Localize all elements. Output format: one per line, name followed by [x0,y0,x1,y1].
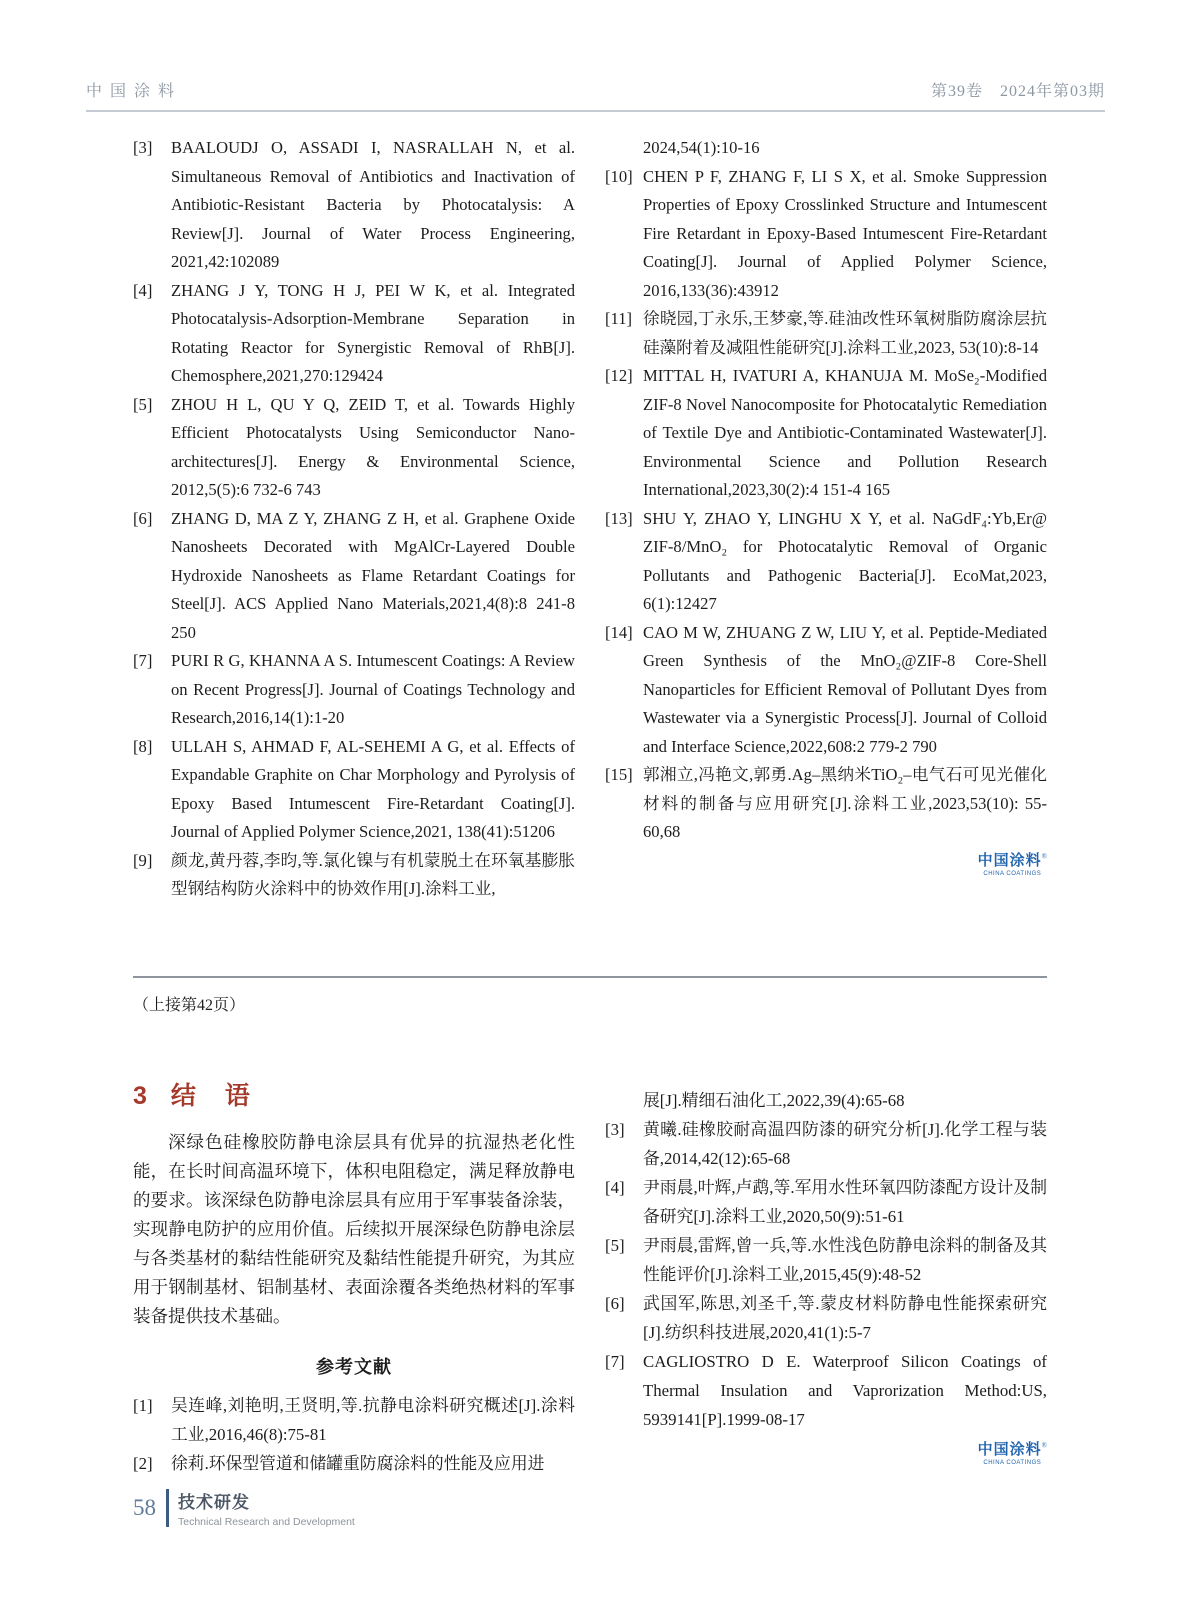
reference-text: 颜龙,黄丹蓉,李昀,等.氯化镍与有机蒙脱土在环氧基膨胀型钢结构防火涂料中的协效作用[J].涂料工业, [171,850,575,898]
reference-number [605,134,643,163]
reference-number: [7] [133,651,153,670]
reference-item [133,277,575,391]
reference-item [605,134,1047,163]
section-number: 3 [133,1082,149,1110]
reference-item [133,1391,575,1449]
logo-subtext: CHINA COATINGS [983,870,1042,877]
reference-item [605,305,1047,362]
references-right-column [605,134,1047,904]
footer-section-label [178,1488,355,1528]
logo-registered-mark-icon: ® [1041,1441,1047,1450]
reference-text: ZHOU H L, QU Y Q, ZEID T, et al. Towards Highly Efficient Photocatalysts Using Semiconductor Nano-architectures[J]. Energy & Environmental Science, 2012,5(5):6 732-6 743 [171,394,575,499]
reference-number: [3] [133,138,153,157]
reference-item [133,391,575,505]
reference-text: 2024,54(1):10-16 [643,138,760,157]
china-coatings-logo-wrap [605,1442,1047,1466]
reference-number [605,1086,643,1115]
reference-text: PURI R G, KHANNA A S. Intumescent Coatings: A Review on Recent Progress[J]. Journal of Coatings Technology and Research,2016,14(1):1-20 [171,651,575,727]
journal-name: 中 国 涂 料 [86,83,177,100]
reference-number: [7] [605,1352,625,1371]
reference-number: [10] [605,166,633,186]
reference-text: CHEN P F, ZHANG F, LI S X, et al. Smoke Suppression Properties of Epoxy Crosslinked Structure and Intumescent Fire Retardant in Epoxy-Based Intumescent Fire-Retardant Coating[J]. Journal of Applied Polymer Science, 2016,133(36):43912 [643,166,1047,300]
reference-text: 展[J].精细石油化工,2022,39(4):65-68 [643,1091,905,1110]
conclusion-paragraph: 深绿色硅橡胶防静电涂层具有优异的抗湿热老化性能，在长时间高温环境下，体积电阻稳定，满足释放静电的要求。该深绿色防静电涂层具有应用于军事装备涂装，实现静电防护的应用价值。后续拟开展深绿色防静电涂层与各类基材的黏结性能研究及黏结性能提升研究，为其应用于钢制基材、铝制基材、表面涂覆各类绝热材料的军事装备提供技术基础。 [133,1132,575,1326]
conclusion-heading [133,1076,575,1112]
china-coatings-logo [978,1442,1047,1466]
references-bottom-left-list [133,1391,575,1478]
reference-number: [12] [605,366,633,385]
reference-number: [13] [605,508,633,528]
reference-item [133,134,575,277]
reference-item [605,761,1047,847]
reference-number: [2] [133,1454,153,1473]
reference-text: 吴连峰,刘艳明,王贤明,等.抗静电涂料研究概述[J].涂料工业,2016,46(8):75-81 [171,1396,575,1444]
reference-item [605,362,1047,505]
reference-item [605,505,1047,619]
reference-item [133,1449,575,1478]
reference-item [605,1173,1047,1231]
reference-text: 尹雨晨,雷辉,曾一兵,等.水性浅色防静电涂料的制备及其性能评价[J].涂料工业,2015,45(9):48-52 [643,1236,1047,1284]
reference-text: 徐莉.环保型管道和储罐重防腐涂料的性能及应用进 [171,1454,545,1473]
reference-text: 郭湘立,冯艳文,郭勇.Ag–黑纳米TiO₂–电气石可见光催化材料的制备与应用研究[J].涂料工业,2023,53(10): 55-60,68 [643,765,1047,841]
page-header [86,78,1105,112]
reference-item [605,1347,1047,1434]
references-heading: 参考文献 [316,1357,392,1377]
logo-text: 中国涂料 [977,1441,1042,1458]
continuation-note: （上接第42页） [133,997,246,1014]
reference-number: [8] [133,736,153,756]
reference-number: [9] [133,850,153,870]
logo-text: 中国涂料 [977,851,1042,869]
reference-item [133,847,575,904]
conclusion-right-column [605,1062,1047,1478]
logo-registered-mark-icon: ® [1041,852,1047,861]
reference-item [133,733,575,847]
reference-text: ULLAH S, AHMAD F, AL-SEHEMI A G, et al. Effects of Expandable Graphite on Char Morphology and Pyrolysis of Epoxy Based Intumescent Fire-Retardant Coating[J]. Journal of Applied Polymer Science,2021, 138(41):51206 [171,736,575,841]
reference-number: [4] [133,280,153,300]
reference-item [133,505,575,648]
issue-info: 第39卷 2024年第03期 [930,83,1105,100]
reference-number: [4] [605,1178,625,1197]
section-divider [133,976,1047,978]
footer-divider-bar [166,1489,169,1527]
references-left-column [133,134,575,904]
references-right-list [605,134,1047,847]
reference-number: [11] [605,309,633,328]
page-number: 58 [133,1495,156,1520]
reference-item [605,163,1047,306]
reference-text: 武国军,陈思,刘圣千,等.蒙皮材料防静电性能探索研究[J].纺织科技进展,2020,41(1):5-7 [643,1294,1047,1342]
reference-text: 黄曦.硅橡胶耐高温四防漆的研究分析[J].化学工程与装备,2014,42(12):65-68 [643,1120,1047,1168]
reference-text: 徐晓园,丁永乐,王梦豪,等.硅油改性环氧树脂防腐涂层抗硅藻附着及减阻性能研究[J].涂料工业,2023, 53(10):8-14 [643,309,1047,357]
china-coatings-logo-wrap [605,853,1047,877]
references-bottom-right-list [605,1086,1047,1434]
reference-text: ZHANG D, MA Z Y, ZHANG Z H, et al. Graphene Oxide Nanosheets Decorated with MgAlCr-Layered Double Hydroxide Nanosheets as Flame Retardant Coatings for Steel[J]. ACS Applied Nano Materials,2021,4(8):8 241-8 250 [171,508,575,642]
conclusion-section [133,1062,1047,1478]
reference-item [605,1086,1047,1115]
reference-number: [6] [605,1294,625,1313]
reference-number: [15] [605,765,633,784]
reference-item [605,1231,1047,1289]
reference-text: MITTAL H, IVATURI A, KHANUJA M. MoSe₂-Modified ZIF-8 Novel Nanocomposite for Photocatalytic Remediation of Textile Dye and Antibiotic-Contaminated Wastewater[J]. Environmental Science and Pollution Research International,2023,30(2):4 151-4 165 [643,366,1047,499]
reference-item [605,1115,1047,1173]
section-title: 结 语 [170,1082,252,1110]
china-coatings-logo [978,853,1047,877]
reference-number: [6] [133,508,153,528]
reference-number: [1] [133,1396,153,1415]
reference-text: CAO M W, ZHUANG Z W, LIU Y, et al. Peptide-Mediated Green Synthesis of the MnO₂@ZIF-8 Core-Shell Nanoparticles for Efficient Removal of Pollutant Dyes from Wastewater via a Synergistic Process[J]. Journal of Colloid and Interface Science,2022,608:2 779-2 790 [643,622,1047,756]
reference-text: CAGLIOSTRO D E. Waterproof Silicon Coatings of Thermal Insulation and Vaprorization Method:US, 5939141[P].1999-08-17 [643,1352,1047,1429]
reference-item [133,647,575,733]
reference-item [605,619,1047,762]
page-footer [133,1488,355,1528]
reference-number: [5] [605,1236,625,1255]
logo-subtext: CHINA COATINGS [983,1460,1042,1466]
reference-number: [3] [605,1120,625,1139]
footer-section-name: 技术研发 [178,1493,250,1512]
reference-number: [5] [133,394,153,414]
reference-number: [14] [605,622,633,642]
reference-item [605,1289,1047,1347]
reference-text: 尹雨晨,叶辉,卢鹉,等.军用水性环氧四防漆配方设计及制备研究[J].涂料工业,2020,50(9):51-61 [643,1178,1047,1226]
references-top-section [133,134,1047,904]
conclusion-left-column [133,1062,575,1478]
reference-text: ZHANG J Y, TONG H J, PEI W K, et al. Integrated Photocatalysis-Adsorption-Membrane Separation in Rotating Reactor for Synergistic Removal of RhB[J]. Chemosphere,2021,270:129424 [171,280,575,385]
reference-text: SHU Y, ZHAO Y, LINGHU X Y, et al. NaGdF₄:Yb,Er@ ZIF-8/MnO₂ for Photocatalytic Removal of Organic Pollutants and Pathogenic Bacteria[J]. EcoMat,2023, 6(1):12427 [643,508,1047,613]
reference-text: BAALOUDJ O, ASSADI I, NASRALLAH N, et al. Simultaneous Removal of Antibiotics and Inactivation of Antibiotic-Resistant Bacteria by Photocatalysis: A Review[J]. Journal of Water Process Engineering, 2021,42:102089 [171,138,575,271]
footer-section-name-en: Technical Research and Development [178,1516,355,1528]
